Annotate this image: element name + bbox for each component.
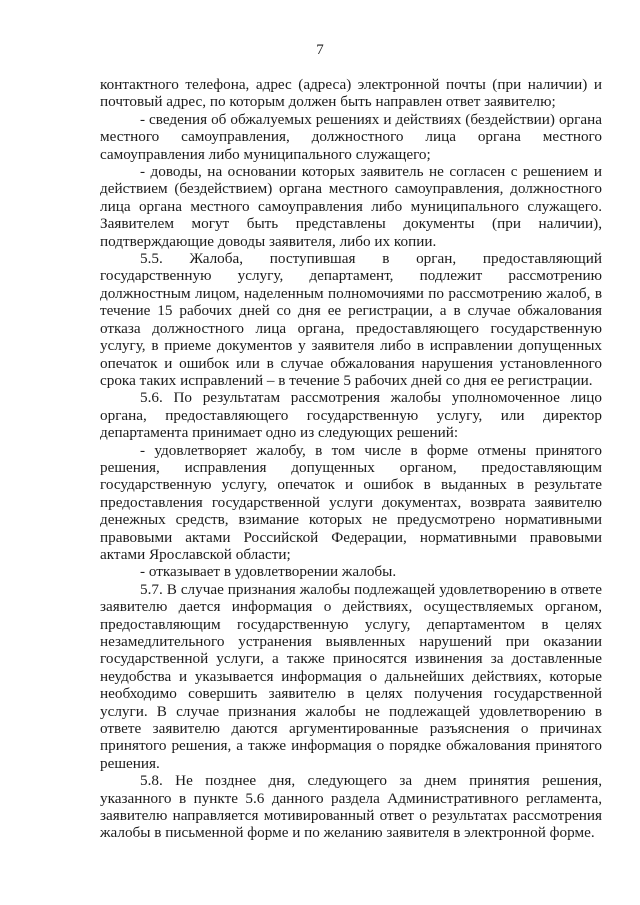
paragraph-list-item: - отказывает в удовлетворении жалобы. (140, 563, 397, 581)
paragraph-list-item: - сведения об обжалуемых решениях и действиях (бездействии) органа местного самоуправления, должностного лица органа местного самоуправления либо муниципального служащего; (100, 110, 602, 163)
paragraph-5-5: 5.5. Жалоба, поступившая в орган, предоставляющий государственную услугу, департамент, подлежит рассмотрению должностным лицом, наделенным полномочиями по рассмотрению жалоб, в течение 15 рабочих дней со дня ее регистрации, а в случае обжалования отказа должностного лица органа, предоставляющего государственную услугу, в приеме документов у заявителя либо в исправлении допущенных опечаток и ошибок или в случае обжалования нарушения установленного срока таких исправлений – в течение 5 рабочих дней со дня ее регистрации. (100, 250, 602, 389)
paragraph-list-item: - доводы, на основании которых заявитель не согласен с решением и действием (бездействием) органа местного самоуправления, должностного лица органа местного самоуправления либо муниципального служащего. Заявителем могут быть представлены документы (при наличии), подтверждающие доводы заявителя, либо их копии. (100, 163, 602, 250)
paragraph-5-7: 5.7. В случае признания жалобы подлежащей удовлетворению в ответе заявителю дается информация о действиях, осуществляемых органом, предоставляющим государственную услугу, департаментом в целях незамедлительного устранения выявленных нарушений при оказании государственной услуги, а также приносятся извинения за доставленные неудобства и указывается информация о дальнейших действиях, которые необходимо совершить заявителю в целях получения государственной услуги. В случае признания жалобы не подлежащей удовлетворению в ответе заявителю даются аргументированные разъяснения о причинах принятого решения, а также информация о порядке обжалования принятого решения. (100, 580, 602, 772)
paragraph-5-6: 5.6. По результатам рассмотрения жалобы уполномоченное лицо органа, предоставляющего государственную услугу, или директор департамента принимает одно из следующих решений: (100, 389, 602, 442)
body-text (100, 76, 602, 842)
paragraph-continuation: контактного телефона, адрес (адреса) электронной почты (при наличии) и почтовый адрес, по которым должен быть направлен ответ заявителю; (100, 76, 602, 111)
paragraph-list-item: - удовлетворяет жалобу, в том числе в форме отмены принятого решения, исправления допущенных органом, предоставляющим государственную услугу, опечаток и ошибок в выданных в результате предоставления государственной услуги документах, возврата заявителю денежных средств, взимание которых не предусмотрено нормативными правовыми актами Российской Федерации, нормативными правовыми актами Ярославской области; (100, 441, 602, 563)
page-number: 7 (316, 42, 324, 58)
paragraph-5-8: 5.8. Не позднее дня, следующего за днем принятия решения, указанного в пункте 5.6 данного раздела Административного регламента, заявителю направляется мотивированный ответ о результатах рассмотрения жалобы в письменной форме и по желанию заявителя в электронной форме. (100, 772, 602, 842)
